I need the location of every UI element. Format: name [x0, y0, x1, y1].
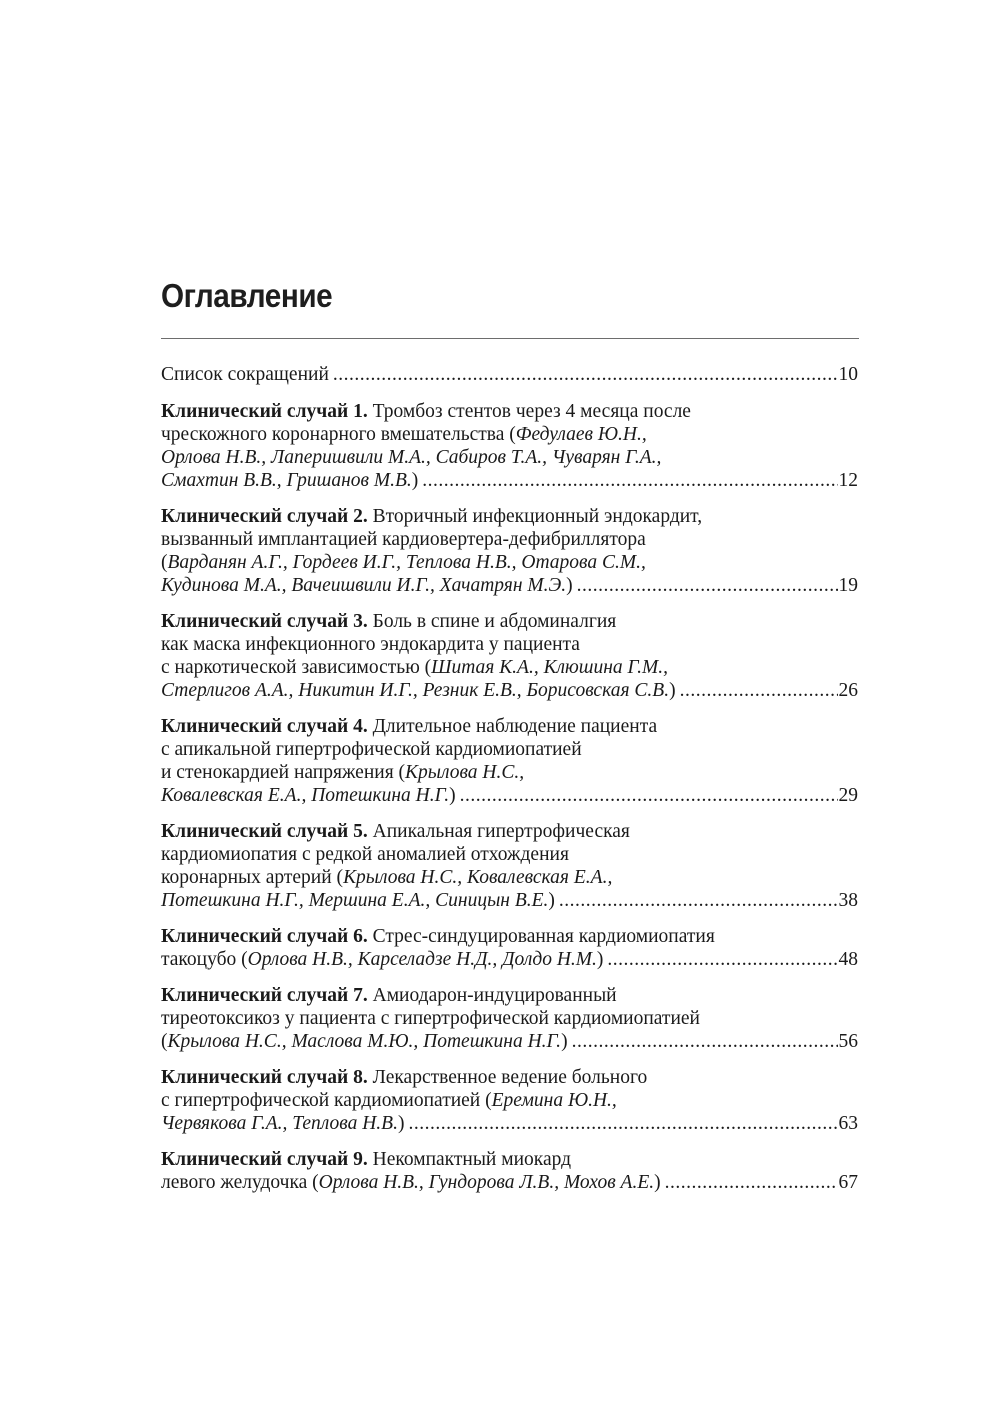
toc-entry-line: [161, 528, 858, 551]
toc-case-label: Клинический случай 9.: [161, 1149, 368, 1170]
table-of-contents: [161, 363, 858, 1207]
toc-entry-text: Некомпактный миокард: [367, 1149, 572, 1170]
dot-leader: [577, 574, 838, 597]
toc-entry-text: такоцубо (: [161, 949, 248, 970]
toc-entry-text: с наркотической зависимостью (: [161, 657, 432, 678]
toc-entry-line-text: [161, 784, 456, 807]
toc-page-number: 26: [838, 680, 858, 701]
toc-case-label: Клинический случай 2.: [161, 506, 368, 527]
toc-entry-text: Вторичный инфекционный эндокардит,: [367, 506, 703, 527]
toc-entry-text: вызванный имплантацией кардиовертера-дефибриллятора: [161, 529, 646, 550]
toc-entry-line-text: [161, 469, 418, 492]
dot-leader: [680, 679, 838, 702]
toc-entry-authors: Федулаев Ю.Н.,: [515, 424, 647, 445]
toc-entry-text: с гипертрофической кардиомиопатией (: [161, 1090, 492, 1111]
toc-entry-case-7[interactable]: [161, 984, 858, 1053]
toc-entry-line: [161, 656, 858, 679]
toc-entry-text: ): [449, 785, 456, 806]
toc-entry-authors: Потешкина Н.Г., Мершина Е.А., Синицын В.Е.: [161, 890, 549, 911]
toc-entry-text: ): [669, 680, 676, 701]
toc-entry-line: [161, 738, 858, 761]
toc-entry-authors: Шитая К.А., Клюшина Г.М.,: [431, 657, 669, 678]
toc-entry-line: [161, 505, 858, 528]
toc-entry-text: Апикальная гипертрофическая: [367, 821, 630, 842]
toc-entry-line: [161, 843, 858, 866]
toc-page-number: 63: [838, 1113, 858, 1134]
toc-entry-authors: Крылова Н.С., Маслова М.Ю., Потешкина Н.Г.: [167, 1031, 562, 1052]
dot-leader: [422, 469, 837, 492]
toc-entry-authors: Крылова Н.С., Ковалевская Е.А.,: [343, 867, 613, 888]
toc-case-label: Клинический случай 7.: [161, 985, 368, 1006]
toc-entry-case-8[interactable]: [161, 1066, 858, 1135]
toc-entry-authors: Ковалевская Е.А., Потешкина Н.Г.: [161, 785, 450, 806]
toc-entry-line: [161, 784, 858, 807]
toc-entry-text: Тромбоз стентов через 4 месяца после: [367, 401, 691, 422]
toc-entry-line: [161, 820, 858, 843]
toc-entry-line-text: [161, 889, 555, 912]
toc-entry-line: [161, 1066, 858, 1089]
toc-entry-text: кардиомиопатия с редкой аномалией отхождения: [161, 844, 569, 865]
toc-entry-text: чрескожного коронарного вмешательства (: [161, 424, 516, 445]
dot-leader: [408, 1112, 837, 1135]
toc-page-number: 56: [838, 1031, 858, 1052]
toc-entry-line: [161, 1007, 858, 1030]
toc-entry-text: Лекарственное ведение больного: [367, 1067, 648, 1088]
dot-leader: [559, 889, 838, 912]
toc-entry-line: [161, 446, 858, 469]
toc-page-number: 38: [838, 890, 858, 911]
page-title: Оглавление: [161, 277, 333, 314]
toc-entry-text: тиреотоксикоз у пациента с гипертрофической кардиомиопатией: [161, 1008, 700, 1029]
toc-entry-text: ): [654, 1172, 661, 1193]
toc-entry-line-text: [161, 679, 676, 702]
dot-leader: [572, 1030, 838, 1053]
toc-entry-authors: Орлова Н.В., Карселадзе Н.Д., Долдо Н.М.: [247, 949, 597, 970]
toc-entry-authors: Орлова Н.В., Гундорова Л.В., Мохов А.Е.: [318, 1172, 655, 1193]
toc-entry-case-3[interactable]: [161, 610, 858, 702]
toc-entry-abbreviations[interactable]: [161, 363, 858, 386]
dot-leader: [665, 1171, 838, 1194]
toc-entry-line: [161, 469, 858, 492]
toc-entry-case-4[interactable]: [161, 715, 858, 807]
toc-entry-case-1[interactable]: [161, 400, 858, 492]
toc-entry-line: [161, 715, 858, 738]
toc-entry-text: (: [161, 1031, 168, 1052]
toc-entry-line: [161, 551, 858, 574]
toc-entry-authors: Варданян А.Г., Гордеев И.Г., Теплова Н.В., Отарова С.М.,: [167, 552, 646, 573]
toc-entry-text: и стенокардией напряжения (: [161, 762, 406, 783]
toc-entry-case-9[interactable]: [161, 1148, 858, 1194]
toc-entry-line: [161, 574, 858, 597]
toc-entry-case-2[interactable]: [161, 505, 858, 597]
clinical-cases-list: [161, 400, 858, 1194]
toc-entry-line-text: [161, 1171, 661, 1194]
toc-entry-line: [161, 679, 858, 702]
toc-entry-text: Длительное наблюдение пациента: [367, 716, 658, 737]
toc-entry-text: Амиодарон-индуцированный: [367, 985, 617, 1006]
toc-entry-authors: Орлова Н.В., Лаперишвили М.А., Сабиров Т.А., Чуварян Г.А.,: [161, 447, 662, 468]
toc-case-label: Клинический случай 5.: [161, 821, 368, 842]
toc-entry-line: [161, 866, 858, 889]
toc-entry-text: Стрес-синдуцированная кардиомиопатия: [367, 926, 715, 947]
dot-leader: [333, 363, 838, 386]
toc-entry-line: [161, 984, 858, 1007]
dot-leader: [460, 784, 838, 807]
toc-entry-line: [161, 925, 858, 948]
toc-entry-line: [161, 363, 858, 386]
toc-entry-case-6[interactable]: [161, 925, 858, 971]
toc-entry-line: [161, 423, 858, 446]
toc-page-number: 48: [838, 949, 858, 970]
toc-entry-line: [161, 889, 858, 912]
toc-page-number: 19: [838, 575, 858, 596]
dot-leader: [607, 948, 837, 971]
toc-entry-text: Боль в спине и абдоминалгия: [367, 611, 617, 632]
toc-entry-authors: Крылова Н.С.,: [405, 762, 525, 783]
toc-entry-line: [161, 1171, 858, 1194]
toc-entry-authors: Кудинова М.А., Вачеишвили И.Г., Хачатрян М.Э.: [161, 575, 567, 596]
toc-entry-text: левого желудочка (: [161, 1172, 319, 1193]
toc-entry-line: [161, 633, 858, 656]
toc-entry-line-text: [161, 574, 573, 597]
toc-entry-authors: Еремина Ю.Н.,: [491, 1090, 617, 1111]
toc-entry-line-text: [161, 1112, 404, 1135]
toc-entry-text: ): [397, 1113, 405, 1134]
toc-case-label: Клинический случай 4.: [161, 716, 368, 737]
toc-entry-line: [161, 948, 858, 971]
toc-entry-text: как маска инфекционного эндокардита у пациента: [161, 634, 580, 655]
toc-page-number: 12: [838, 470, 858, 491]
toc-entry-case-5[interactable]: [161, 820, 858, 912]
toc-entry-text: ): [566, 575, 573, 596]
toc-entry-line: [161, 761, 858, 784]
heading-divider: [161, 338, 859, 339]
toc-entry-text: (: [161, 552, 168, 573]
toc-entry-text: коронарных артерий (: [161, 867, 344, 888]
toc-page-number: 67: [838, 1172, 858, 1193]
toc-entry-title: Список сокращений: [161, 364, 329, 385]
toc-case-label: Клинический случай 3.: [161, 611, 368, 632]
toc-entry-line: [161, 1030, 858, 1053]
toc-entry-authors: Червякова Г.А., Теплова Н.В.: [161, 1113, 398, 1134]
toc-entry-line-text: [161, 1030, 568, 1053]
toc-entry-line-text: [161, 948, 603, 971]
toc-case-label: Клинический случай 1.: [161, 401, 368, 422]
toc-entry-line: [161, 1148, 858, 1171]
toc-entry-text: ): [411, 470, 419, 491]
toc-entry-line: [161, 1112, 858, 1135]
toc-entry-authors: Стерлигов А.А., Никитин И.Г., Резник Е.В., Борисовская С.В.: [161, 680, 670, 701]
toc-entry-line: [161, 1089, 858, 1112]
toc-case-label: Клинический случай 8.: [161, 1067, 368, 1088]
toc-page-number: 29: [838, 785, 858, 806]
toc-entry-text: ): [596, 949, 604, 970]
toc-entry-text: ): [548, 890, 555, 911]
toc-page-number: 10: [838, 364, 858, 385]
toc-entry-line: [161, 610, 858, 633]
toc-entry-line: [161, 400, 858, 423]
toc-case-label: Клинический случай 6.: [161, 926, 368, 947]
toc-entry-text: с апикальной гипертрофической кардиомиопатией: [161, 739, 582, 760]
toc-entry-text: ): [561, 1031, 568, 1052]
toc-entry-authors: Смахтин В.В., Гришанов М.В.: [161, 470, 412, 491]
